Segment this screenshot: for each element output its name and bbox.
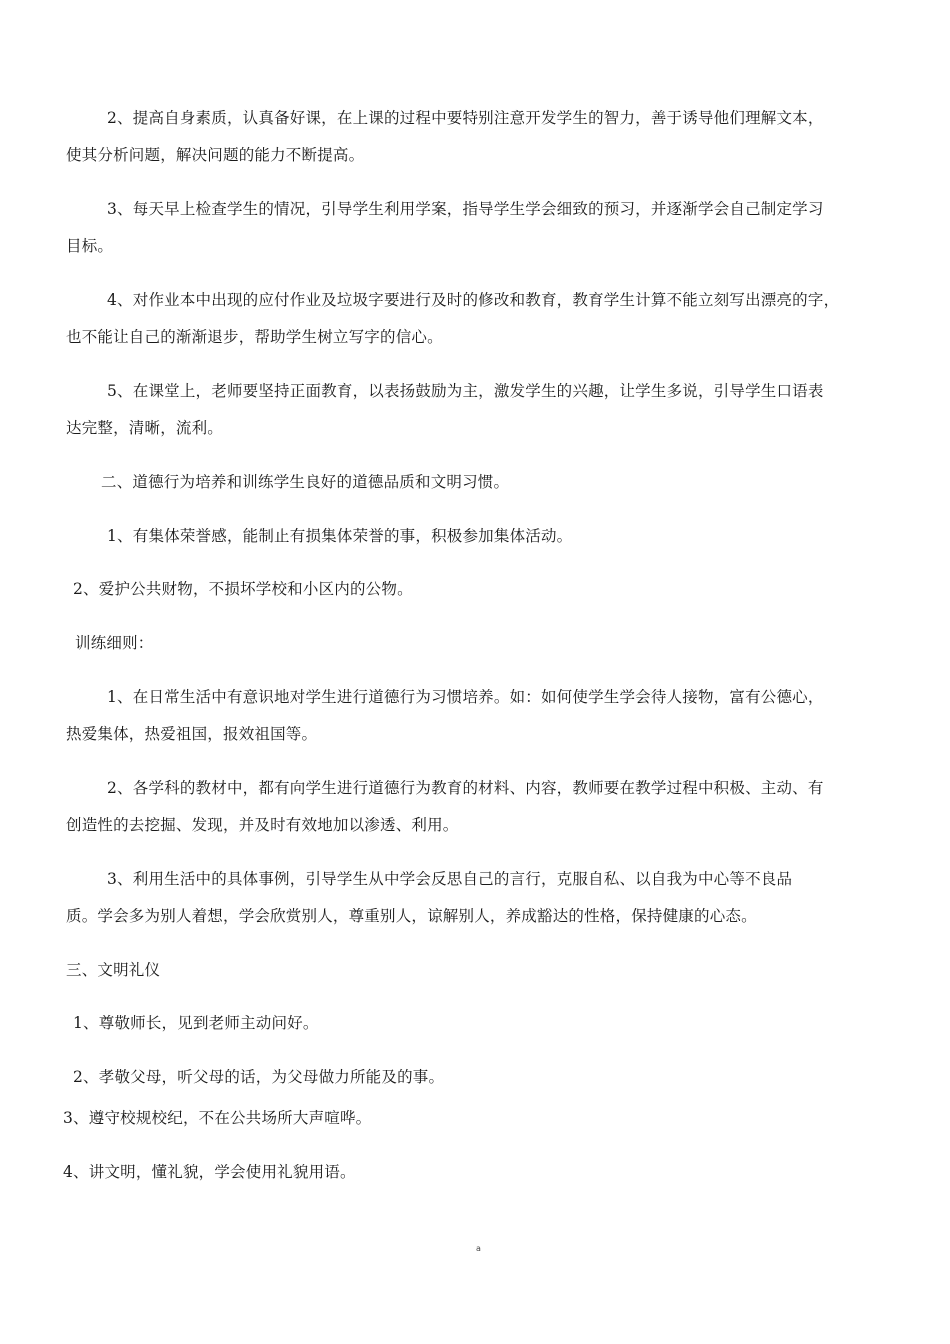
- rule-3-line-2: 质。学会多为别人着想，学会欣赏别人，尊重别人，谅解别人，养成豁达的性格，保持健康的心态。: [66, 907, 757, 925]
- etiquette-item-2: 2、孝敬父母，听父母的话，为父母做力所能及的事。: [73, 1068, 445, 1086]
- paragraph-2-line-2: 使其分析问题，解决问题的能力不断提高。: [66, 146, 365, 164]
- paragraph-5-line-2: 达完整，清晰，流利。: [66, 419, 224, 437]
- section-heading-3: 三、文明礼仪: [66, 961, 161, 979]
- training-rules-heading: 训练细则：: [75, 634, 154, 652]
- paragraph-2-line-1: 2、提高自身素质，认真备好课，在上课的过程中要特别注意开发学生的智力，善于诱导他们理解文本，: [107, 109, 824, 127]
- item-collective-honor: 1、有集体荣誉感，能制止有损集体荣誉的事，积极参加集体活动。: [107, 527, 573, 545]
- paragraph-3-line-2: 目标。: [66, 237, 114, 255]
- rule-1-line-1: 1、在日常生活中有意识地对学生进行道德行为习惯培养。如：如何使学生学会待人接物，富有公德心，: [107, 688, 824, 706]
- rule-2-line-2: 创造性的去挖掘、发现，并及时有效地加以渗透、利用。: [66, 816, 459, 834]
- paragraph-3-line-1: 3、每天早上检查学生的情况，引导学生利用学案，指导学生学会细致的预习，并逐渐学会自己制定学习: [107, 200, 824, 218]
- rule-1-line-2: 热爱集体，热爱祖国，报效祖国等。: [66, 725, 318, 743]
- etiquette-item-4: 4、讲文明，懂礼貌，学会使用礼貌用语。: [63, 1163, 356, 1181]
- paragraph-5-line-1: 5、在课堂上，老师要坚持正面教育，以表扬鼓励为主，激发学生的兴趣，让学生多说，引导学生口语表: [107, 382, 824, 400]
- page-footer-mark: a: [476, 1244, 481, 1253]
- etiquette-item-1: 1、尊敬师长，见到老师主动问好。: [73, 1014, 319, 1032]
- section-heading-2: 二、道德行为培养和训练学生良好的道德品质和文明习惯。: [101, 473, 510, 491]
- item-public-property: 2、爱护公共财物，不损坏学校和小区内的公物。: [73, 580, 413, 598]
- etiquette-item-3: 3、遵守校规校纪，不在公共场所大声喧哗。: [63, 1109, 372, 1127]
- paragraph-4-line-1: 4、对作业本中出现的应付作业及垃圾字要进行及时的修改和教育，教育学生计算不能立刻写出漂亮的字，: [107, 291, 840, 309]
- rule-3-line-1: 3、利用生活中的具体事例，引导学生从中学会反思自己的言行，克服自私、以自我为中心等不良品: [107, 870, 793, 888]
- rule-2-line-1: 2、各学科的教材中，都有向学生进行道德行为教育的材料、内容，教师要在教学过程中积极、主动、有: [107, 779, 824, 797]
- paragraph-4-line-2: 也不能让自己的渐渐退步，帮助学生树立写字的信心。: [66, 328, 443, 346]
